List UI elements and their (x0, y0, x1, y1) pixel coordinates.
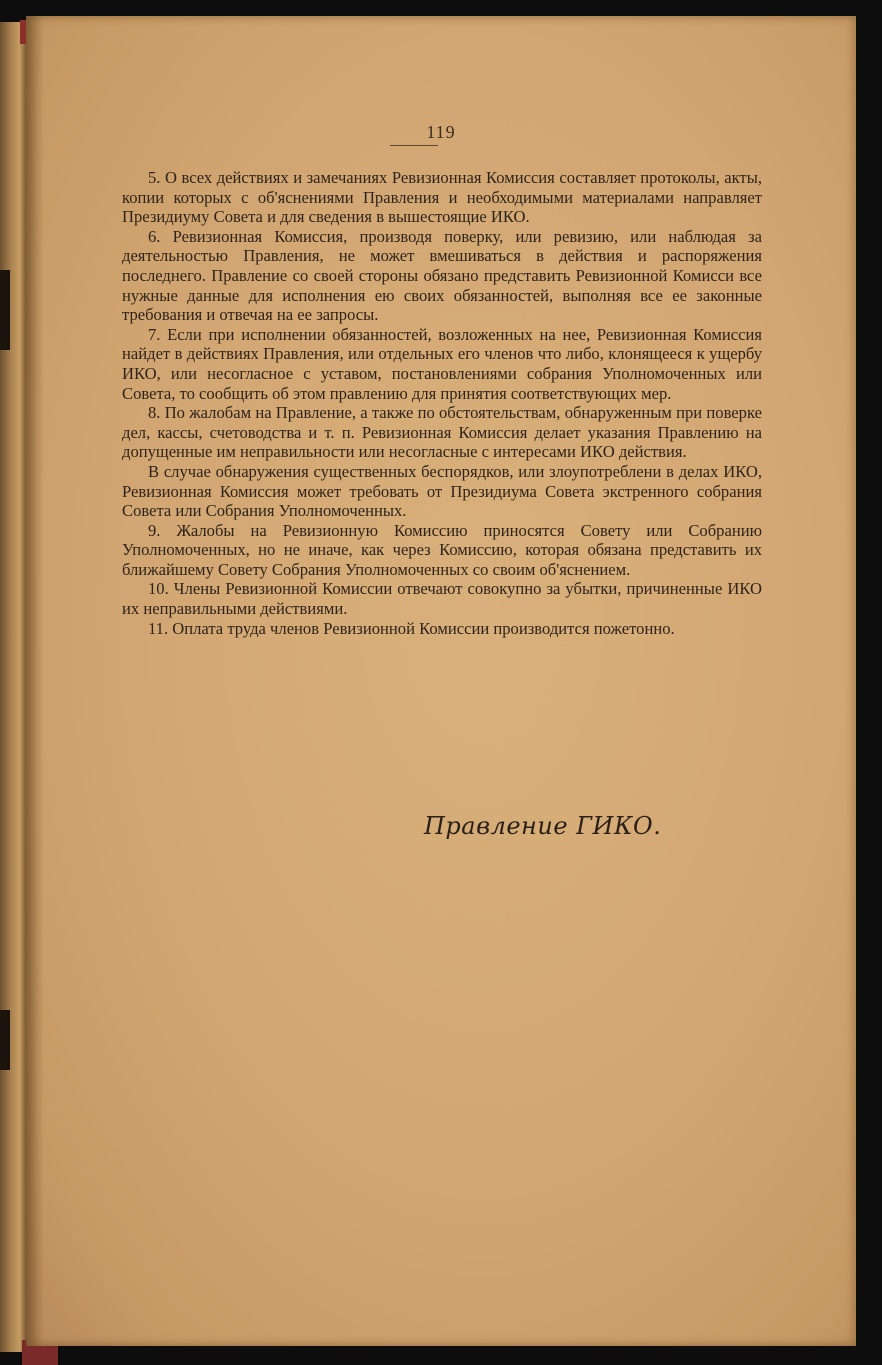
paragraph-7: 7. Если при исполнении обязанностей, возложенных на нее, Ревизионная Комиссия найдет в действиях Правления, или отдельных его членов что либо, клонящееся к ущербу ИКО, или несогласное с уставом, постановлениями собрания Уполномоченных или Совета, то сообщить об этом правлению для принятия соответствующих мер. (122, 324, 762, 403)
paragraph-9: 9. Жалобы на Ревизионную Комиссию приносятся Совету или Собранию Уполномоченных, но не иначе, как через Комиссию, которая обязана представить их ближайшему Совету Собрания Уполномоченных со своим об'яснением. (122, 520, 762, 579)
paragraph-10: 10. Члены Ревизионной Комиссии отвечают совокупно за убытки, причиненные ИКО их неправильными действиями. (122, 579, 762, 619)
paragraph-8: 8. По жалобам на Правление, а также по обстоятельствам, обнаруженным при поверке дел, кассы, счетоводства и т. п. Ревизионная Комиссия делает указания Правлению на допущенные им неправильности или несогласные с интересами ИКО действия. (122, 403, 762, 462)
paragraph-6: 6. Ревизионная Комиссия, производя поверку, или ревизию, или наблюдая за деятельностью Правления, не может вмешиваться в действия и распоряжения последнего. Правление со своей стороны обязано представить Ревизионной Комисси все нужные данные для исполнения ею своих обязанностей, выполняя все ее законные требования и отвечая на ее запросы. (122, 226, 762, 325)
page-number: 119 (426, 122, 456, 142)
document-body (122, 168, 762, 638)
signature: Правление ГИКО. (424, 812, 662, 840)
paragraph-5: 5. О всех действиях и замечаниях Ревизионная Комиссия составляет протоколы, акты, копии которых с об'яснениями Правления и необходимыми материалами направляет Президиуму Совета и для сведения в вышестоящие ИКО. (122, 168, 762, 227)
paragraph-8-continued: В случае обнаружения существенных беспорядков, или злоупотреблени в делах ИКО, Ревизионная Комиссия может требовать от Президиума Совета экстренного собрания Совета или Собрания Уполномоченных. (122, 461, 762, 521)
binding-shadow-lower (0, 1010, 10, 1070)
paragraph-11: 11. Оплата труда членов Ревизионной Комиссии производится пожетонно. (148, 618, 675, 638)
gutter-shade (26, 16, 44, 1346)
binding-shadow-upper (0, 270, 10, 350)
previous-page-edge (0, 22, 26, 1352)
page-number-rule (390, 145, 438, 146)
document-page (26, 16, 856, 1346)
